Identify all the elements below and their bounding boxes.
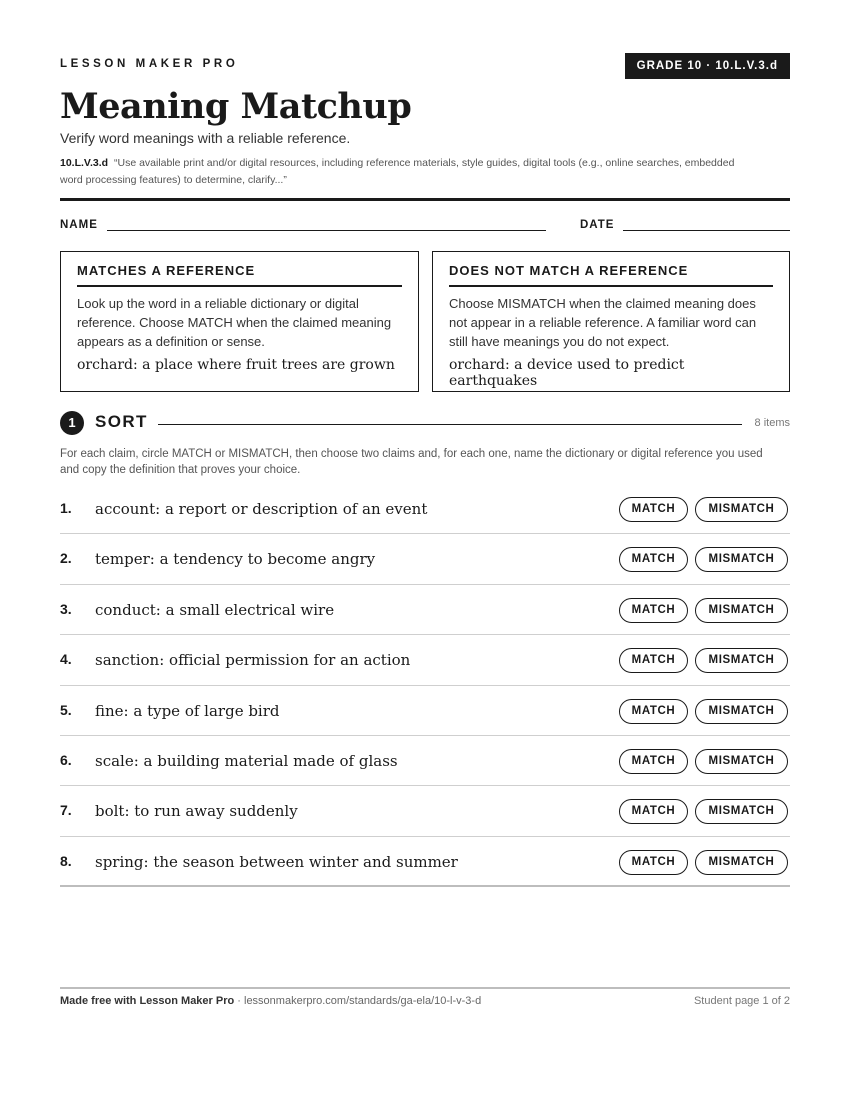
matches-reference-heading: MATCHES A REFERENCE bbox=[77, 263, 402, 287]
section-instructions: For each claim, circle MATCH or MISMATCH, then choose two claims and, for each one, name the dictionary or digital reference you used and copy the definition that proves your choice. bbox=[60, 448, 763, 476]
match-button[interactable]: MATCH bbox=[619, 799, 688, 824]
mismatch-button[interactable]: MISMATCH bbox=[695, 547, 788, 572]
footer-divider bbox=[60, 987, 790, 989]
grade-badge: GRADE 10 · 10.L.V.3.d bbox=[625, 53, 790, 79]
name-label: NAME bbox=[60, 219, 98, 231]
footer-credit bbox=[60, 995, 481, 1007]
list-item bbox=[60, 837, 790, 887]
mismatch-reference-box bbox=[432, 251, 790, 392]
mismatch-button[interactable]: MISMATCH bbox=[695, 497, 788, 522]
list-item bbox=[60, 736, 790, 786]
item-claim: temper: a tendency to become angry bbox=[95, 550, 376, 569]
worksheet-page bbox=[60, 0, 790, 1100]
mismatch-button[interactable]: MISMATCH bbox=[695, 648, 788, 673]
standard-code: 10.L.V.3.d bbox=[60, 157, 109, 169]
matches-reference-box bbox=[60, 251, 419, 392]
item-number: 1. bbox=[60, 500, 72, 516]
student-fields bbox=[60, 219, 790, 235]
match-button[interactable]: MATCH bbox=[619, 749, 688, 774]
item-claim: bolt: to run away suddenly bbox=[95, 802, 298, 821]
item-claim: spring: the season between winter and summer bbox=[95, 852, 458, 871]
match-button[interactable]: MATCH bbox=[619, 699, 688, 724]
list-item bbox=[60, 786, 790, 836]
list-item bbox=[60, 585, 790, 635]
item-number: 7. bbox=[60, 802, 72, 819]
footer-made-with: Made free with Lesson Maker Pro bbox=[60, 995, 235, 1007]
match-button[interactable]: MATCH bbox=[619, 648, 688, 673]
item-count: 8 items bbox=[754, 417, 790, 429]
match-button[interactable]: MATCH bbox=[619, 547, 688, 572]
section-title: SORT bbox=[95, 412, 148, 431]
list-item bbox=[60, 686, 790, 736]
mismatch-button[interactable]: MISMATCH bbox=[695, 749, 788, 774]
item-claim: account: a report or description of an event bbox=[95, 500, 428, 518]
item-number: 2. bbox=[60, 550, 72, 567]
mismatch-reference-body: Choose MISMATCH when the claimed meaning does not appear in a reliable reference. A familiar word can still have meanings you do not expect. bbox=[449, 296, 757, 349]
item-number: 6. bbox=[60, 751, 72, 768]
section-divider bbox=[158, 424, 742, 425]
item-claim: scale: a building material made of glass bbox=[95, 751, 398, 770]
header-divider bbox=[60, 198, 790, 201]
standard-text: “Use available print and/or digital resources, including reference materials, style guides, digital tools (e.g., online searches, embedded word processing features) to determine, clarify...” bbox=[60, 157, 735, 186]
list-item bbox=[60, 534, 790, 584]
sort-items-list bbox=[60, 484, 790, 887]
standard-description bbox=[60, 155, 760, 189]
mismatch-button[interactable]: MISMATCH bbox=[695, 850, 788, 875]
list-item bbox=[60, 484, 790, 534]
brand-name: LESSON MAKER PRO bbox=[60, 58, 239, 70]
match-button[interactable]: MATCH bbox=[619, 497, 688, 522]
item-claim: fine: a type of large bird bbox=[95, 701, 280, 720]
name-field[interactable] bbox=[107, 230, 546, 231]
mismatch-button[interactable]: MISMATCH bbox=[695, 799, 788, 824]
step-number-badge: 1 bbox=[60, 411, 84, 435]
item-number: 5. bbox=[60, 701, 72, 718]
footer-url: · lessonmakerpro.com/standards/ga-ela/10-l-v-3-d bbox=[234, 995, 482, 1007]
matches-reference-body: Look up the word in a reliable dictionary or digital reference. Choose MATCH when the claimed meaning appears as a definition or sense. bbox=[77, 296, 392, 349]
mismatch-button[interactable]: MISMATCH bbox=[695, 699, 788, 724]
item-claim: sanction: official permission for an action bbox=[95, 651, 411, 670]
date-label: DATE bbox=[580, 219, 615, 231]
item-number: 8. bbox=[60, 852, 72, 869]
matches-reference-example: orchard: a place where fruit trees are grown bbox=[77, 357, 395, 373]
mismatch-reference-heading: DOES NOT MATCH A REFERENCE bbox=[449, 263, 773, 287]
match-button[interactable]: MATCH bbox=[619, 850, 688, 875]
mismatch-button[interactable]: MISMATCH bbox=[695, 598, 788, 623]
sort-section-header bbox=[60, 411, 790, 437]
page-title: Meaning Matchup bbox=[60, 86, 412, 127]
match-button[interactable]: MATCH bbox=[619, 598, 688, 623]
item-number: 3. bbox=[60, 600, 72, 617]
item-number: 4. bbox=[60, 651, 72, 668]
mismatch-reference-example: orchard: a device used to predict earthquakes bbox=[449, 357, 685, 389]
list-item bbox=[60, 635, 790, 685]
date-field[interactable] bbox=[623, 230, 790, 231]
item-claim: conduct: a small electrical wire bbox=[95, 600, 335, 619]
footer-page-number: Student page 1 of 2 bbox=[693, 995, 790, 1007]
page-subtitle: Verify word meanings with a reliable reference. bbox=[60, 130, 351, 146]
